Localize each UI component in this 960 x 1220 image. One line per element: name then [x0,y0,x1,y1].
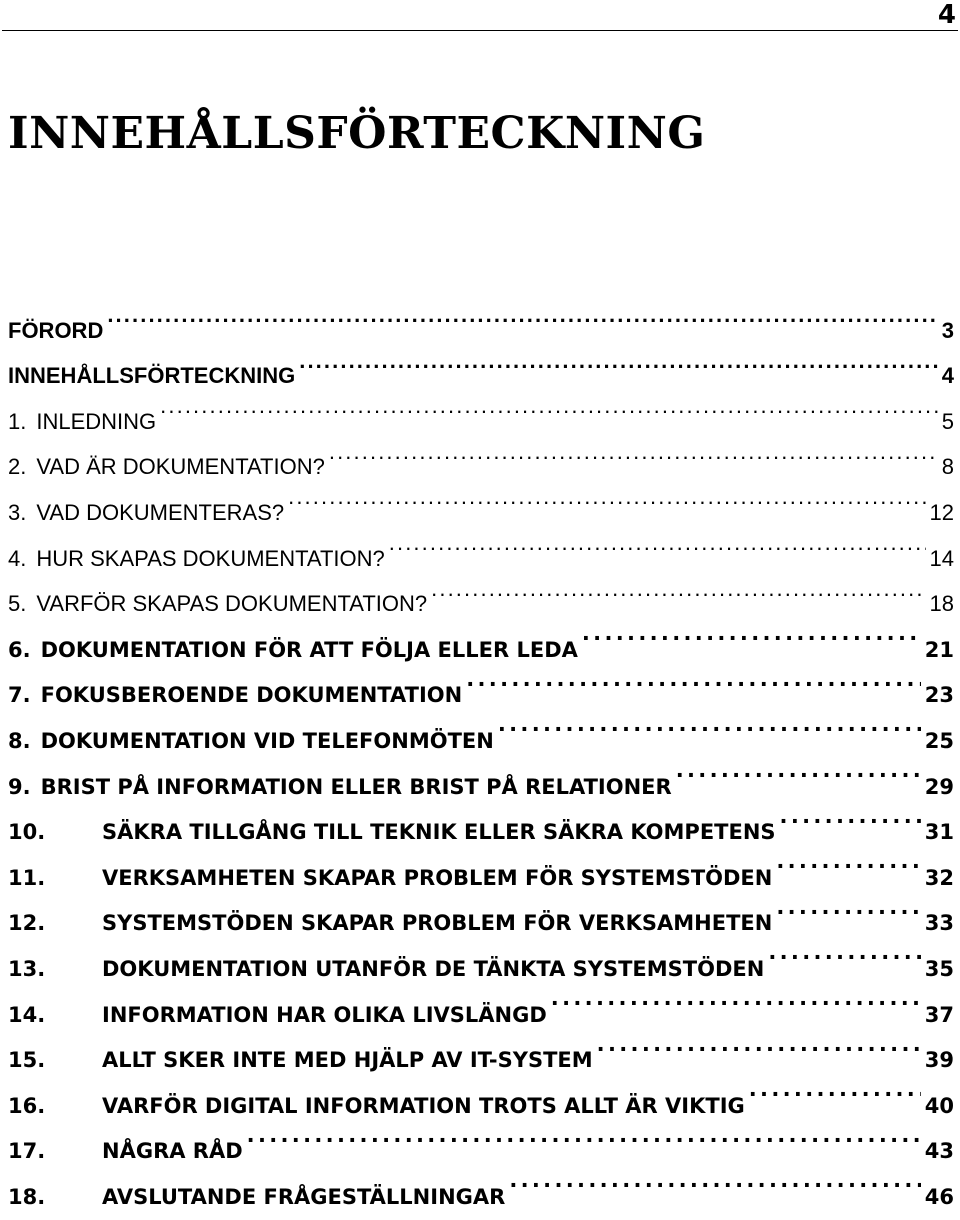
toc-entry-number: 11. [8,865,46,890]
toc-entry-number: 1. [8,408,27,434]
toc-entry-label: VAD DOKUMENTERAS? [36,499,285,525]
toc-entry-page: 37 [924,1002,954,1027]
toc-entry-leader [247,1113,921,1159]
toc-entry-label: INNEHÅLLSFÖRTECKNING [8,363,296,389]
toc-entry-number: 6. [8,637,31,662]
toc-entry-label: INLEDNING [36,408,157,434]
toc-entry-number: 2. [8,454,27,480]
toc-entry-page: 32 [924,865,954,890]
toc-entry-page: 39 [924,1048,954,1073]
toc-entry-leader [551,976,921,1022]
toc-entry-page: 31 [924,820,954,845]
toc-entry-label: FOKUSBEROENDE DOKUMENTATION [40,683,463,708]
toc-entry-label: VARFÖR DIGITAL INFORMATION TROTS ALLT ÄR VIKTIG [102,1093,745,1118]
toc-entry-label: VAD ÄR DOKUMENTATION? [36,454,325,480]
toc-entry-number: 13. [8,956,46,981]
header-rule [2,30,958,31]
toc-entry-leader [676,748,921,794]
toc-entry-label: SÄKRA TILLGÅNG TILL TEKNIK ELLER SÄKRA KOMPETENS [102,820,776,845]
toc-entry-page: 4 [941,363,954,389]
toc-entry-leader [749,1067,921,1113]
table-of-contents [8,292,954,1209]
toc-entry-number: 17. [8,1139,46,1164]
toc-entry-page: 33 [924,911,954,936]
toc-entry-leader [768,930,920,976]
toc-entry-leader [160,383,938,429]
toc-entry-label: DOKUMENTATION VID TELEFONMÖTEN [40,728,494,753]
toc-entry-leader [776,839,920,885]
page-title: INNEHÅLLSFÖRTECKNING [8,108,706,159]
toc-entry-label: HUR SKAPAS DOKUMENTATION? [36,545,385,571]
toc-entry-label: FÖRORD [8,317,104,343]
toc-entry-page: 5 [941,408,954,434]
toc-entry-number: 5. [8,591,27,617]
toc-entry-leader [509,1158,920,1204]
toc-entry-label: ALLT SKER INTE MED HJÄLP AV IT-SYSTEM [102,1048,593,1073]
toc-entry-leader [582,611,921,657]
toc-entry-page: 46 [924,1184,954,1209]
toc-entry-page: 35 [924,956,954,981]
toc-entry-page: 43 [924,1139,954,1164]
toc-entry-leader [431,566,925,612]
toc-entry-leader [498,702,921,748]
toc-entry-page: 40 [924,1093,954,1118]
toc-entry-number: 15. [8,1048,46,1073]
toc-entry-leader [466,657,921,703]
toc-entry-label: DOKUMENTATION UTANFÖR DE TÄNKTA SYSTEMSTÖDEN [102,956,765,981]
toc-entry-number: 7. [8,683,31,708]
toc-entry-page: 14 [929,545,954,571]
toc-entry-number: 9. [8,774,31,799]
toc-entry-page: 25 [924,728,954,753]
toc-entry-leader [107,292,937,338]
toc-entry-leader [776,885,920,931]
toc-entry-page: 23 [924,683,954,708]
toc-entry[interactable] [8,292,954,343]
toc-entry-number: 16. [8,1093,46,1118]
toc-entry-number: 14. [8,1002,46,1027]
toc-entry-page: 3 [941,317,954,343]
toc-entry-label: VARFÖR SKAPAS DOKUMENTATION? [36,591,428,617]
toc-entry-label: VERKSAMHETEN SKAPAR PROBLEM FÖR SYSTEMSTÖDEN [102,865,773,890]
toc-entry-number: 4. [8,545,27,571]
toc-entry-leader [288,474,925,520]
toc-entry-page: 18 [929,591,954,617]
toc-entry-number: 8. [8,728,31,753]
toc-entry-number: 3. [8,499,27,525]
toc-entry-leader [299,338,938,384]
toc-entry-number: 10. [8,820,46,845]
toc-entry-leader [329,429,938,475]
toc-entry[interactable] [8,338,954,389]
toc-entry-leader [780,794,921,840]
toc-entry-label: INFORMATION HAR OLIKA LIVSLÄNGD [102,1002,547,1027]
toc-entry-number: 12. [8,911,46,936]
toc-entry-number: 18. [8,1184,46,1209]
toc-entry-label: AVSLUTANDE FRÅGESTÄLLNINGAR [102,1184,506,1209]
toc-entry-page: 12 [929,499,954,525]
toc-entry-label: NÅGRA RÅD [102,1139,243,1164]
page-number: 4 [937,0,956,30]
toc-entry-label: BRIST PÅ INFORMATION ELLER BRIST PÅ RELATIONER [40,774,672,799]
toc-entry-leader [597,1022,921,1068]
toc-entry-label: SYSTEMSTÖDEN SKAPAR PROBLEM FÖR VERKSAMHETEN [102,911,773,936]
toc-entry-leader [389,520,926,566]
toc-entry-page: 8 [941,454,954,480]
toc-entry-label: DOKUMENTATION FÖR ATT FÖLJA ELLER LEDA [40,637,578,662]
toc-entry-page: 29 [924,774,954,799]
toc-entry-page: 21 [924,637,954,662]
